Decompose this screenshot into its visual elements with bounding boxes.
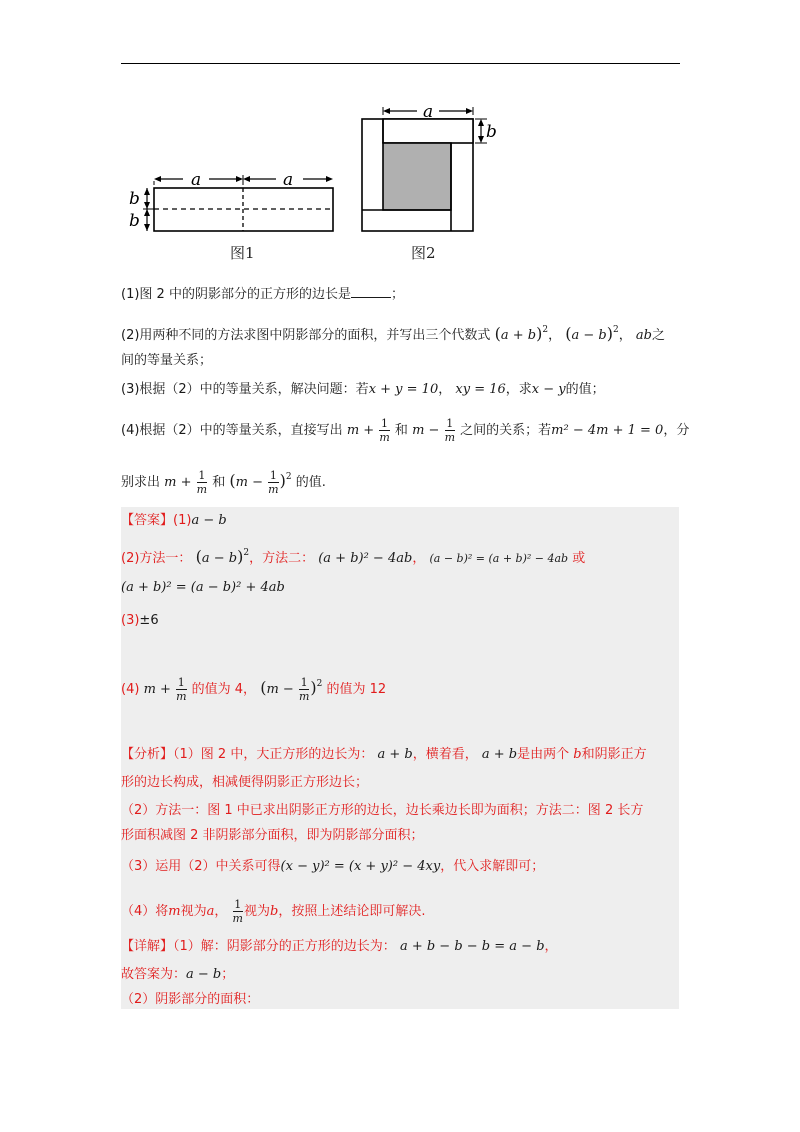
q3-target: x − y bbox=[531, 382, 566, 397]
answer-line-4 bbox=[121, 611, 159, 631]
a1-num: (1) bbox=[173, 513, 192, 528]
a1-val: a − b bbox=[191, 513, 227, 528]
question-4-line-2: 别求出 m + $\frac{1}{m}$ 和 (m − $\frac{1}{m}$ )$^2$ 的值. bbox=[121, 469, 326, 496]
q4-rel: 之间的关系；若 bbox=[460, 423, 552, 438]
fig2-label-a: a bbox=[423, 102, 434, 122]
analysis-line-5 bbox=[121, 857, 544, 877]
detail-tag: 【详解】 bbox=[121, 939, 174, 954]
answer-line-3 bbox=[121, 578, 285, 598]
answer-line-1 bbox=[121, 511, 227, 531]
fig1-label-b-bottom: b bbox=[129, 211, 140, 231]
analysis-p1-d: 和阴影正方 bbox=[581, 747, 647, 762]
question-3: (3)根据（2）中的等量关系，解决问题：若x + y = 10， xy = 16，求x − y的值； bbox=[121, 382, 605, 397]
answer-tag: 【答案】 bbox=[121, 513, 174, 528]
analysis-p4-m: m bbox=[168, 904, 181, 919]
analysis-line-3: （2）方法一：图 1 中已求出阴影正方形的边长，边长乘边长即为面积；方法二：图 2 长方 bbox=[121, 803, 644, 818]
q4-fen: ，分 bbox=[663, 423, 690, 438]
analysis-p3-a: （3）运用（2）中关系可得 bbox=[121, 859, 281, 874]
q4-line2-c: 的值. bbox=[295, 475, 326, 490]
q4-text: (4)根据（2）中的等量关系，直接写出 bbox=[121, 423, 343, 438]
q2-text: (2)用两种不同的方法求图中阴影部分的面积，并写出三个代数式 bbox=[121, 328, 491, 343]
analysis-p3-b: ，代入求解即可； bbox=[440, 859, 545, 874]
answer-line-2: (2)方法一： $(a - b)^2$，方法二： (a + b)² − 4ab， (a − b)² = (a + b)² − 4ab 或 bbox=[121, 547, 586, 566]
question-2-line-2 bbox=[121, 351, 212, 371]
question-2-line-1: (2)用两种不同的方法求图中阴影部分的面积，并写出三个代数式 $(a + b)^2$， $(a - b)^2$， ab之 bbox=[121, 324, 665, 343]
a3-num: (3) bbox=[121, 613, 140, 628]
analysis-p1-a: （1）图 2 中，大正方形的边长为： bbox=[173, 747, 374, 762]
analysis-p1-c: 是由两个 bbox=[517, 747, 570, 762]
a3-val: ±6 bbox=[139, 613, 159, 628]
analysis-line-4: 形面积减图 2 非阴影部分面积，即为阴影部分面积； bbox=[121, 828, 424, 843]
a2-rel1: (a − b)² = (a + b)² − 4ab bbox=[429, 552, 569, 565]
analysis-p1-b: ，横着看， bbox=[412, 747, 478, 762]
q3-cond2: xy = 16 bbox=[455, 382, 506, 397]
fig2-label-b: b bbox=[486, 122, 497, 142]
analysis-p4-a: （4）将 bbox=[121, 904, 169, 919]
detail-p1-a: （1）解：阴影部分的正方形的边长为： bbox=[173, 939, 396, 954]
analysis-tag: 【分析】 bbox=[121, 747, 174, 762]
fig1-label-a-left: a bbox=[191, 170, 202, 190]
analysis-line-1: 【分析】（1）图 2 中，大正方形的边长为： a + b，横着看， a + b是由两个 b和阴影正方 bbox=[121, 747, 647, 762]
analysis-p4-e: ，按照上述结论即可解决. bbox=[278, 904, 426, 919]
analysis-p3-eq: (x − y)² = (x + y)² − 4xy bbox=[280, 859, 441, 874]
header-rule bbox=[121, 63, 680, 64]
q2-line2: 间的等量关系； bbox=[121, 353, 213, 368]
analysis-p1-ab: a + b bbox=[377, 747, 413, 762]
a2-method2-val: (a + b)² − 4ab bbox=[318, 551, 413, 566]
a4-val1: 的值为 4， bbox=[191, 682, 257, 697]
analysis-line-6: （4）将m视为a， $\frac{1}{m}$ 视为b，按照上述结论即可解决. bbox=[121, 898, 426, 925]
analysis-p4-bvar: b bbox=[270, 904, 279, 919]
fig1-label-a-right: a bbox=[283, 170, 294, 190]
a4-num: (4) bbox=[121, 682, 140, 697]
q3-text: (3)根据（2）中的等量关系，解决问题：若 bbox=[121, 382, 369, 397]
analysis-p4-avar: a bbox=[206, 904, 215, 919]
q2-tail: 之 bbox=[651, 328, 665, 343]
figure-1 bbox=[129, 170, 333, 231]
a2-num: (2)方法一： bbox=[121, 551, 192, 566]
figure-area bbox=[121, 95, 680, 270]
detail-p2-a: 故答案为： bbox=[121, 967, 187, 982]
detail-p2-val: a − b bbox=[186, 967, 222, 982]
detail-line-1 bbox=[121, 937, 558, 957]
fig1-label-b-top: b bbox=[129, 189, 140, 209]
analysis-line-2: 形的边长构成，相减便得阴影正方形边长； bbox=[121, 775, 369, 790]
q4-line2-b: 和 bbox=[212, 475, 226, 490]
q4-line2-a: 别求出 bbox=[121, 475, 161, 490]
q1-blank bbox=[351, 285, 391, 298]
geometry-figures bbox=[121, 95, 680, 270]
analysis-p1-bvar: b bbox=[573, 747, 582, 762]
q4-and: 和 bbox=[394, 423, 408, 438]
answer-line-5: (4) m + $\frac{1}{m}$ 的值为 4， (m − $\frac{1}{m}$ )$^2$ 的值为 12 bbox=[121, 676, 387, 703]
question-4-line-1: (4)根据（2）中的等量关系，直接写出 m + $\frac{1}{m}$ 和 m − $\frac{1}{m}$ 之间的关系；若m² − 4m + 1 = 0，分 bbox=[121, 417, 690, 444]
analysis-p4-c: ， bbox=[214, 904, 228, 919]
figure-2 bbox=[362, 102, 497, 231]
fig1-caption: 图1 bbox=[230, 244, 255, 262]
fig2-caption: 图2 bbox=[411, 244, 436, 262]
q4-eq: m² − 4m + 1 = 0 bbox=[551, 423, 664, 438]
q1-text: (1)图 2 中的阴影部分的正方形的边长是 bbox=[121, 287, 351, 302]
a4-val2: 的值为 12 bbox=[326, 682, 387, 697]
a2-or: 或 bbox=[572, 551, 586, 566]
q3-ask: ，求 bbox=[505, 382, 532, 397]
detail-p1-eq: a + b − b − b = a − b bbox=[399, 939, 545, 954]
question-1 bbox=[121, 285, 404, 305]
q2-ab: ab bbox=[635, 328, 652, 343]
a2-rel2: (a + b)² = (a − b)² + 4ab bbox=[121, 580, 285, 595]
detail-line-2 bbox=[121, 965, 234, 985]
detail-line-3: （2）阴影部分的面积： bbox=[121, 992, 260, 1007]
detail-p2-end: ； bbox=[221, 967, 235, 982]
q1-end: ； bbox=[390, 287, 404, 302]
detail-p1-end: ， bbox=[544, 939, 558, 954]
a2-method2: ，方法二： bbox=[249, 551, 315, 566]
q3-cond1: x + y = 10 bbox=[368, 382, 439, 397]
analysis-p4-b: 视为 bbox=[180, 904, 207, 919]
analysis-p4-d: 视为 bbox=[243, 904, 270, 919]
q3-end: 的值； bbox=[565, 382, 605, 397]
